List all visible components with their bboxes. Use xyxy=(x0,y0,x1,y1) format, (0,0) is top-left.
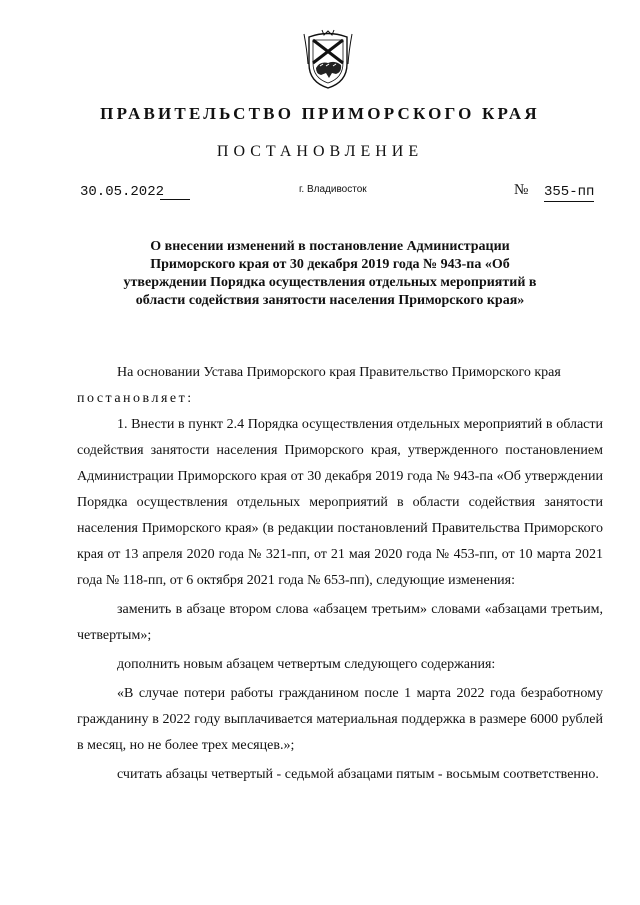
intro-paragraph: На основании Устава Приморского края Правительство Приморского края xyxy=(117,365,561,380)
date-underline xyxy=(160,199,190,200)
number-sign: № xyxy=(514,182,529,198)
resolves-paragraph: постановляет: xyxy=(77,391,194,406)
document-date: 30.05.2022 xyxy=(80,184,165,200)
document-type: ПОСТАНОВЛЕНИЕ xyxy=(216,143,424,160)
change-1-paragraph: заменить в абзаце втором слова «абзацем третьим» словами «абзацами третьим, четвертым»; xyxy=(77,602,603,643)
document-body xyxy=(77,360,603,788)
change-3-paragraph: считать абзацы четвертый - седьмой абзацами пятым - восьмым соответственно. xyxy=(117,767,599,782)
coat-of-arms-icon xyxy=(302,28,354,90)
quote-paragraph: «В случае потери работы гражданином после 1 марта 2022 года безработному гражданину в 2022 году выплачивается материальная поддержка в размере 6000 рублей в месяц, но не более трех месяцев.»; xyxy=(77,686,603,753)
document-number: 355-пп xyxy=(544,184,595,200)
item-1-paragraph: 1. Внести в пункт 2.4 Порядка осуществления отдельных мероприятий в области содействия занятости населения Приморского края, утвержденного постановлением Администрации Приморского края от 30 декабря 2019 года № 943-па «Об утверждении Порядка осуществления отдельных мероприятий в области содействия занятости населения Приморского края» (в редакции постановлений Правительства Приморского края от 13 апреля 2020 года № 321-пп, от 21 мая 2020 года № 453-пп, от 10 марта 2021 года № 118-пп, от 6 октября 2021 года № 653-пп), следующие изменения: xyxy=(77,417,603,588)
change-2-paragraph: дополнить новым абзацем четвертым следующего содержания: xyxy=(117,657,496,672)
document-city: г. Владивосток xyxy=(299,184,367,195)
government-title: ПРАВИТЕЛЬСТВО ПРИМОРСКОГО КРАЯ xyxy=(100,104,540,123)
document-subject: О внесении изменений в постановление Администрации Приморского края от 30 декабря 2019 года № 943-па «Об утверждении Порядка осуществления отдельных мероприятий в области содействия занятости населения Приморского края» xyxy=(123,239,537,308)
